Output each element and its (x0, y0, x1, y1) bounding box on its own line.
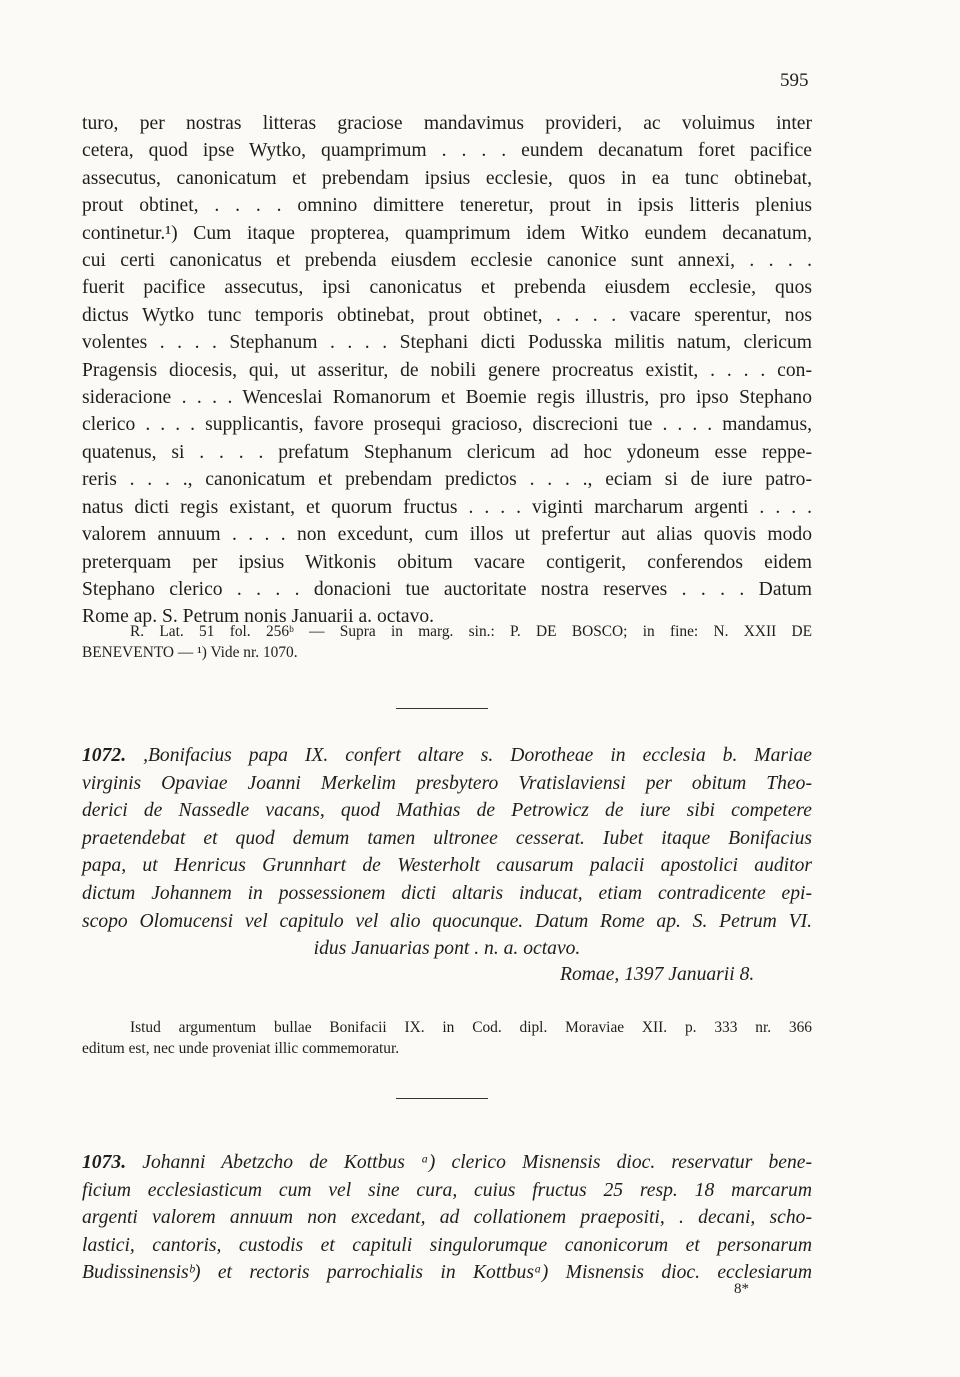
body-line: dictus Wytko tunc temporis obtinebat, prout obtinet, . . . . vacare sperentur, nos (82, 304, 812, 326)
summary-line: idus Januarias pont . n. a. octavo. (313, 938, 581, 960)
summary-line: papa, ut Henricus Grunnhart de Westerholt causarum palacii apostolici auditor (82, 855, 812, 877)
entry-1073-summary (82, 1149, 812, 1287)
signature-mark: 8* (734, 1281, 749, 1297)
footnote-1071 (82, 621, 812, 663)
note-line: R. Lat. 51 fol. 256ᵇ — Supra in marg. sin.: P. DE BOSCO; in fine: N. XXII DE (130, 623, 812, 640)
summary-line: derici de Nassedle vacans, quod Mathias de Petrowicz de iure sibi competere (82, 800, 812, 822)
body-line: cui certi canonicatus et prebenda eiusdem ecclesie canonice sunt annexi, . . . . (82, 250, 812, 272)
document-body (82, 110, 812, 631)
entry-1072-summary (82, 742, 812, 963)
entry-1072-date: Romae, 1397 Januarii 8. (560, 964, 755, 985)
note-line: BENEVENTO — ¹) Vide nr. 1070. (82, 644, 298, 661)
body-line: quatenus, si . . . . prefatum Stephanum clericum ad hoc ydoneum esse reppe- (82, 441, 812, 463)
summary-line: Budissinensisᵇ) et rectoris parrochialis in Kottbusᵃ) Misnensis dioc. ecclesiarum (82, 1262, 812, 1284)
summary-line: 1072. ,Bonifacius papa IX. confert altare s. Dorotheae in ecclesia b. Mariae (82, 745, 812, 766)
summary-text: Bonifacius papa IX. confert altare s. Dorotheae in ecclesia b. Mariae (147, 745, 812, 766)
body-line: turo, per nostras litteras graciose mandavimus provideri, ac voluimus inter (82, 113, 812, 134)
body-line: fuerit pacifice assecutus, ipsi canonicatus et prebenda eiusdem ecclesie, quos (82, 277, 812, 299)
summary-line: praetendebat et quod demum tamen ultronee cesserat. Iubet itaque Bonifacius (82, 827, 812, 849)
body-line: Rome ap. S. Petrum nonis Januarii a. octavo. (82, 606, 435, 628)
summary-line: lastici, cantoris, custodis et capituli singulorumque canonicorum et personarum (82, 1234, 812, 1256)
body-line: volentes . . . . Stephanum . . . . Stephani dicti Podusska militis natum, clericum (82, 332, 812, 354)
body-line: Stephano clerico . . . . donacioni tue auctoritate nostra reserves . . . . Datum (82, 578, 812, 600)
footnote-1072 (82, 1017, 812, 1059)
body-line: continetur.¹) Cum itaque propterea, quamprimum idem Witko eundem decanatum, (82, 222, 812, 244)
body-line: valorem annuum . . . . non excedunt, cum illos ut prefertur aut alias quovis modo (82, 524, 812, 546)
page-number: 595 (780, 70, 809, 91)
entry-number: 1072. (82, 745, 127, 766)
note-line: editum est, nec unde proveniat illic commemoratur. (82, 1040, 400, 1057)
note-line: Istud argumentum bullae Bonifacii IX. in Cod. dipl. Moraviae XII. p. 333 nr. 366 (130, 1019, 812, 1036)
summary-line (82, 1149, 812, 1177)
entry-number: 1073. (82, 1152, 127, 1173)
summary-line: scopo Olomucensi vel capitulo vel alio quocunque. Datum Rome ap. S. Petrum VI. (82, 910, 812, 932)
body-line: Pragensis diocesis, qui, ut asseritur, de nobili genere procreatus existit, . . . . con- (82, 359, 812, 381)
summary-line: virginis Opaviae Joanni Merkelim presbytero Vratislaviensi per obitum Theo- (82, 772, 812, 794)
summary-line: ficium ecclesiasticum cum vel sine cura, cuius fructus 25 resp. 18 marcarum (82, 1179, 812, 1201)
body-line: sideracione . . . . Wenceslai Romanorum et Boemie regis illustris, pro ipso Stephano (82, 387, 812, 409)
section-divider (396, 708, 488, 709)
body-line: natus dicti regis existant, et quorum fructus . . . . viginti marcharum argenti . . . . (82, 496, 812, 518)
body-line: reris . . . ., canonicatum et prebendam predictos . . . ., eciam si de iure patro- (82, 469, 812, 491)
summary-line: argenti valorem annuum non excedant, ad collationem praepositi, . decani, scho- (82, 1207, 812, 1229)
body-line: preterquam per ipsius Witkonis obitum vacare contigerit, conferendos eidem (82, 551, 812, 573)
summary-line: dictum Johannem in possessionem dicti altaris inducat, etiam contradicente epi- (82, 882, 812, 904)
body-line: cetera, quod ipse Wytko, quamprimum . . . . eundem decanatum foret pacifice (82, 140, 812, 162)
section-divider (396, 1098, 488, 1099)
body-line: prout obtinet, . . . . omnino dimittere teneretur, prout in ipsis litteris plenius (82, 195, 812, 217)
body-line: clerico . . . . supplicantis, favore prosequi gracioso, discrecioni tue . . . . mandamus, (82, 414, 812, 436)
summary-text: Johanni Abetzcho de Kottbus ᵃ) clerico Misnensis dioc. reservatur bene- (142, 1152, 812, 1173)
body-line: assecutus, canonicatum et prebendam ipsius ecclesie, quos in ea tunc obtinebat, (82, 167, 812, 189)
